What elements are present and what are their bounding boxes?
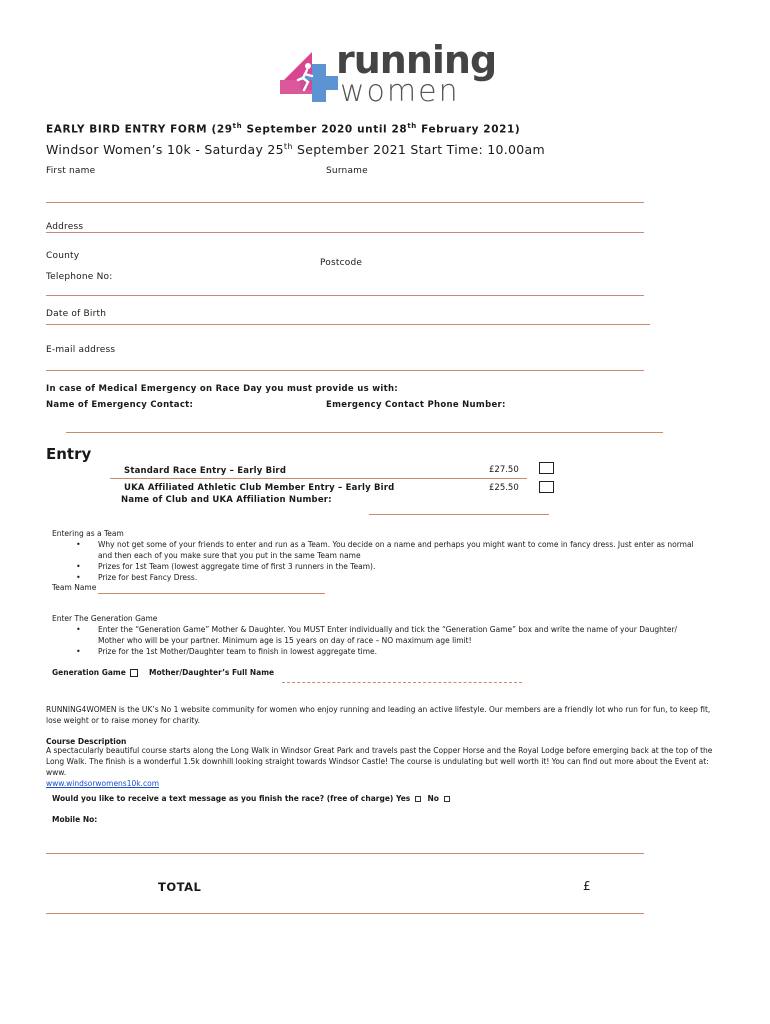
- team-name-label: Team Name: [52, 583, 97, 592]
- generation-game-checkbox[interactable]: [130, 669, 138, 677]
- list-item: • Enter the “Generation Game” Mother & Daughter. You MUST Enter individually and tick the “Generation Game” box and write the name of your Daughter/ Mother who will be your partner. Minimum age is 15 years on day of race – NO maximum age limit!: [52, 624, 702, 646]
- list-item: • Prizes for 1st Team (lowest aggregate time of first 3 runners in the Team).: [52, 561, 702, 572]
- about-text: RUNNING4WOMEN is the UK’s No 1 website community for women who enjoy running and leading an active lifestyle. Our members are a friendly lot who run for fun, to keep fit, lose weight or to raise money for charity.: [46, 705, 711, 725]
- emergency-heading: In case of Medical Emergency on Race Day you must provide us with:: [46, 384, 398, 394]
- event-website-link[interactable]: www.windsorwomens10k.com: [46, 779, 160, 788]
- generation-game-label: Generation Game: [52, 667, 138, 678]
- uka-entry-checkbox[interactable]: [539, 481, 554, 493]
- sms-no-checkbox[interactable]: [444, 796, 450, 802]
- emergency-field-line[interactable]: [66, 432, 663, 433]
- running4women-logo-icon: [278, 46, 340, 108]
- team-heading: Entering as a Team: [52, 529, 124, 538]
- team-name-field-line[interactable]: [98, 593, 325, 594]
- telephone-field-line[interactable]: [46, 295, 644, 296]
- uka-entry-price: £25.50: [489, 483, 519, 493]
- entry-divider: [110, 478, 527, 479]
- total-field-line[interactable]: [46, 913, 644, 914]
- sms-yes-checkbox[interactable]: [415, 796, 421, 802]
- uka-entry-label: UKA Affiliated Athletic Club Member Entry – Early Bird: [124, 483, 395, 493]
- team-bullets: [52, 539, 702, 583]
- emergency-contact-name-label: Name of Emergency Contact:: [46, 400, 194, 410]
- partner-name-label: Mother/Daughter’s Full Name: [149, 668, 275, 677]
- partner-name-field-line[interactable]: [282, 682, 522, 683]
- email-label: E-mail address: [46, 345, 116, 355]
- emergency-contact-phone-label: Emergency Contact Phone Number:: [326, 400, 506, 410]
- logo-women-text: women: [340, 74, 460, 109]
- surname-label: Surname: [326, 166, 368, 176]
- club-field-line[interactable]: [369, 514, 549, 515]
- club-label: Name of Club and UKA Affiliation Number:: [121, 495, 332, 505]
- email-field-line[interactable]: [46, 370, 644, 371]
- logo: [278, 38, 498, 109]
- dob-field-line[interactable]: [46, 324, 650, 325]
- list-item: • Why not get some of your friends to enter and run as a Team. You decide on a name and perhaps you might want to come in fancy dress. Just enter as normal and then each of you make sure that you put in the same Team name: [52, 539, 702, 561]
- list-item: • Prize for best Fancy Dress.: [52, 572, 702, 583]
- telephone-label: Telephone No:: [46, 272, 113, 282]
- generation-bullets: [52, 624, 702, 657]
- address-field-line[interactable]: [46, 232, 644, 233]
- generation-heading: Enter The Generation Game: [52, 614, 158, 623]
- total-currency: £: [583, 879, 591, 893]
- address-label: Address: [46, 222, 84, 232]
- county-label: County: [46, 251, 80, 261]
- list-item: • Prize for the 1st Mother/Daughter team to finish in lowest aggregate time.: [52, 646, 702, 657]
- sms-question: Would you like to receive a text message as you finish the race? (free of charge) Yes No: [52, 793, 450, 804]
- form-title: EARLY BIRD ENTRY FORM (29th September 2020 until 28th February 2021): [46, 122, 521, 136]
- postcode-label: Postcode: [320, 258, 363, 268]
- standard-entry-label: Standard Race Entry – Early Bird: [124, 466, 287, 476]
- first-name-label: First name: [46, 166, 96, 176]
- logo-running-text: running: [336, 38, 497, 82]
- total-label: TOTAL: [158, 880, 202, 894]
- event-subtitle: Windsor Women’s 10k - Saturday 25th September 2021 Start Time: 10.00am: [46, 142, 545, 158]
- mobile-label: Mobile No:: [52, 815, 98, 824]
- standard-entry-price: £27.50: [489, 465, 519, 475]
- standard-entry-checkbox[interactable]: [539, 462, 554, 474]
- dob-label: Date of Birth: [46, 309, 107, 319]
- entry-heading: Entry: [46, 445, 92, 463]
- course-text: A spectacularly beautiful course starts along the Long Walk in Windsor Great Park and travels past the Copper Horse and the Royal Lodge before emerging back at the top of the Long Walk. The finish is a wonderful 1.5k downhill looking straight towards Windsor Castle! The course is undulating but well worth it! You can find out more about the Event at: www. www.windsorwomens10k.com: [46, 746, 713, 788]
- mobile-field-line[interactable]: [46, 853, 644, 854]
- course-heading: Course Description: [46, 737, 127, 746]
- name-field-line[interactable]: [46, 202, 644, 203]
